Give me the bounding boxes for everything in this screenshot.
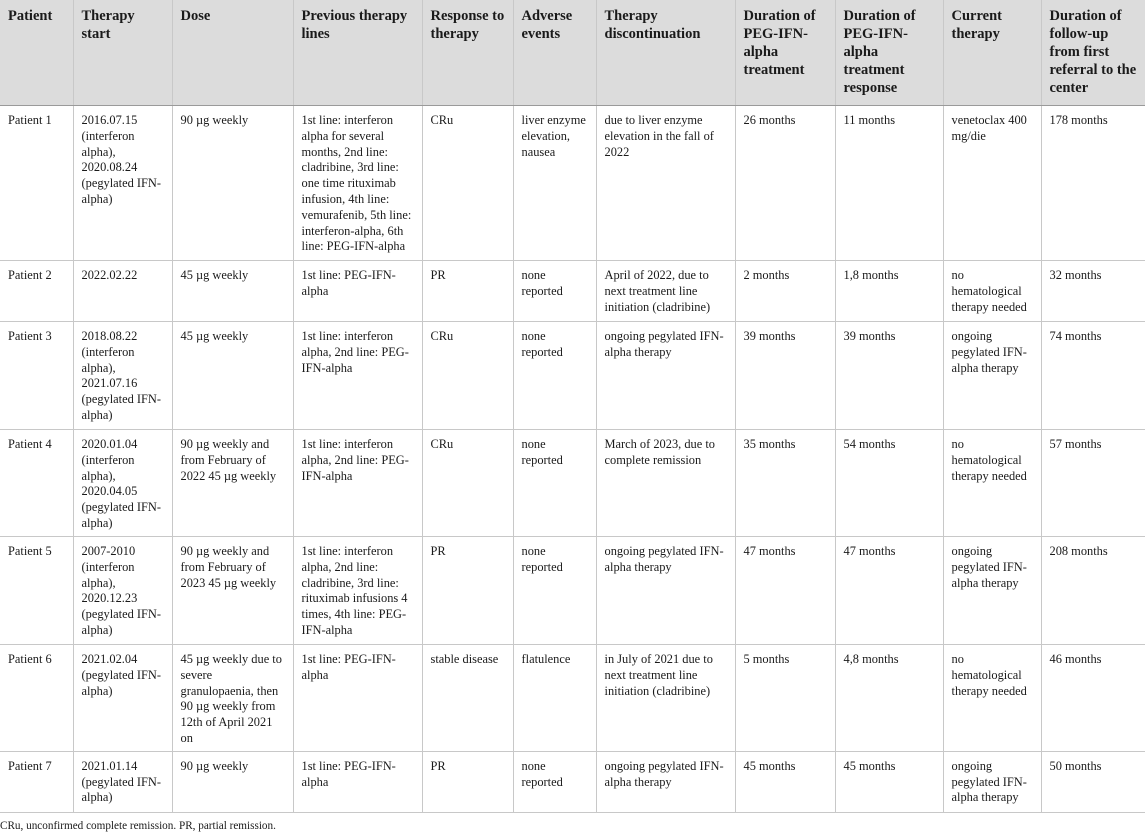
table-cell: ongoing pegylated IFN-alpha therapy	[943, 322, 1041, 430]
table-cell: 45 µg weekly	[172, 261, 293, 322]
table-cell: ongoing pegylated IFN-alpha therapy	[596, 322, 735, 430]
table-footnote: CRu, unconfirmed complete remission. PR, partial remission.	[0, 819, 276, 832]
table-cell: Patient 2	[0, 261, 73, 322]
table-cell: ongoing pegylated IFN-alpha therapy	[943, 537, 1041, 645]
table-cell: 90 µg weekly and from February of 2023 45 µg weekly	[172, 537, 293, 645]
table-cell: 1st line: interferon alpha, 2nd line: PEG-IFN-alpha	[293, 430, 422, 537]
header-cell: Duration of PEG-IFN-alpha treatment	[735, 0, 835, 106]
table-cell: 57 months	[1041, 430, 1145, 537]
table-cell: stable disease	[422, 645, 513, 752]
table-cell: 2 months	[735, 261, 835, 322]
table-cell: ongoing pegylated IFN-alpha therapy	[596, 537, 735, 645]
table-row	[0, 537, 1145, 645]
table-cell: Patient 1	[0, 106, 73, 261]
table-cell: CRu	[422, 322, 513, 430]
table-cell: 32 months	[1041, 261, 1145, 322]
table-cell: Patient 5	[0, 537, 73, 645]
table-row	[0, 751, 1145, 812]
table-cell: 39 months	[735, 322, 835, 430]
table-cell: 2021.02.04 (pegylated IFN-alpha)	[73, 645, 172, 752]
table-cell: 178 months	[1041, 106, 1145, 261]
table-row	[0, 106, 1145, 261]
table-cell: none reported	[513, 537, 596, 645]
header-cell: Adverse events	[513, 0, 596, 106]
table-row	[0, 645, 1145, 752]
header-cell: Current therapy	[943, 0, 1041, 106]
table-cell: 1st line: interferon alpha, 2nd line: cladribine, 3rd line: rituximab infusions 4 times, 4th line: PEG-IFN-alpha	[293, 537, 422, 645]
table-cell: 2018.08.22 (interferon alpha), 2021.07.16 (pegylated IFN-alpha)	[73, 322, 172, 430]
table-cell: none reported	[513, 261, 596, 322]
header-cell: Dose	[172, 0, 293, 106]
table-cell: Patient 3	[0, 322, 73, 430]
header-cell: Patient	[0, 0, 73, 106]
table-cell: 2016.07.15 (interferon alpha), 2020.08.24 (pegylated IFN-alpha)	[73, 106, 172, 261]
table-cell: 35 months	[735, 430, 835, 537]
table-cell: 1st line: PEG-IFN-alpha	[293, 261, 422, 322]
header-cell: Therapy discontinuation	[596, 0, 735, 106]
header-row	[0, 0, 1145, 106]
table-cell: 1st line: interferon alpha, 2nd line: PEG-IFN-alpha	[293, 322, 422, 430]
table-cell: 45 µg weekly	[172, 322, 293, 430]
header-cell: Duration of follow-up from first referral to the center	[1041, 0, 1145, 106]
table-cell: 1st line: PEG-IFN-alpha	[293, 645, 422, 752]
table-cell: 90 µg weekly and from February of 2022 45 µg weekly	[172, 430, 293, 537]
table-body	[0, 106, 1145, 813]
table-cell: 1st line: interferon alpha for several months, 2nd line: cladribine, 3rd line: one time rituximab infusion, 4th line: vemurafenib, 5th line: interferon-alpha, 6th line: PEG-IFN-alpha	[293, 106, 422, 261]
table-cell: 1,8 months	[835, 261, 943, 322]
table-row	[0, 430, 1145, 537]
table-cell: 2022.02.22	[73, 261, 172, 322]
table-cell: no hematological therapy needed	[943, 645, 1041, 752]
table-cell: no hematological therapy needed	[943, 430, 1041, 537]
table-cell: 47 months	[835, 537, 943, 645]
table-cell: 39 months	[835, 322, 943, 430]
table-cell: 54 months	[835, 430, 943, 537]
table-cell: 4,8 months	[835, 645, 943, 752]
table-cell: no hematological therapy needed	[943, 261, 1041, 322]
table-cell: Patient 7	[0, 751, 73, 812]
table-cell: 90 µg weekly	[172, 106, 293, 261]
table-cell: PR	[422, 261, 513, 322]
header-cell: Response to therapy	[422, 0, 513, 106]
table-cell: Patient 4	[0, 430, 73, 537]
table-cell: 90 µg weekly	[172, 751, 293, 812]
table-cell: 2007-2010 (interferon alpha), 2020.12.23 (pegylated IFN-alpha)	[73, 537, 172, 645]
table-cell: venetoclax 400 mg/die	[943, 106, 1041, 261]
table-cell: 45 µg weekly due to severe granulopaenia, then 90 µg weekly from 12th of April 2021 on	[172, 645, 293, 752]
header-cell: Duration of PEG-IFN-alpha treatment response	[835, 0, 943, 106]
table-cell: CRu	[422, 106, 513, 261]
table-cell: Patient 6	[0, 645, 73, 752]
table-cell: 5 months	[735, 645, 835, 752]
table-cell: in July of 2021 due to next treatment line initiation (cladribine)	[596, 645, 735, 752]
table-cell: none reported	[513, 322, 596, 430]
table-cell: ongoing pegylated IFN-alpha therapy	[943, 751, 1041, 812]
table-cell: ongoing pegylated IFN-alpha therapy	[596, 751, 735, 812]
header-cell: Therapy start	[73, 0, 172, 106]
table-cell: April of 2022, due to next treatment line initiation (cladribine)	[596, 261, 735, 322]
table-cell: 2021.01.14 (pegylated IFN-alpha)	[73, 751, 172, 812]
table-cell: none reported	[513, 751, 596, 812]
table-cell: 2020.01.04 (interferon alpha), 2020.04.05 (pegylated IFN-alpha)	[73, 430, 172, 537]
table-row	[0, 322, 1145, 430]
table-cell: flatulence	[513, 645, 596, 752]
table-cell: 47 months	[735, 537, 835, 645]
table-cell: 11 months	[835, 106, 943, 261]
table-cell: 1st line: PEG-IFN-alpha	[293, 751, 422, 812]
table-cell: liver enzyme elevation, nausea	[513, 106, 596, 261]
table-row	[0, 261, 1145, 322]
table-cell: March of 2023, due to complete remission	[596, 430, 735, 537]
table-cell: 26 months	[735, 106, 835, 261]
table-cell: 46 months	[1041, 645, 1145, 752]
table-header	[0, 0, 1145, 106]
table-cell: PR	[422, 537, 513, 645]
table-cell: 208 months	[1041, 537, 1145, 645]
table-cell: due to liver enzyme elevation in the fall of 2022	[596, 106, 735, 261]
table-cell: 45 months	[835, 751, 943, 812]
table-cell: PR	[422, 751, 513, 812]
table-cell: 74 months	[1041, 322, 1145, 430]
header-cell: Previous therapy lines	[293, 0, 422, 106]
table-cell: CRu	[422, 430, 513, 537]
table-cell: 45 months	[735, 751, 835, 812]
table-cell: none reported	[513, 430, 596, 537]
table-cell: 50 months	[1041, 751, 1145, 812]
